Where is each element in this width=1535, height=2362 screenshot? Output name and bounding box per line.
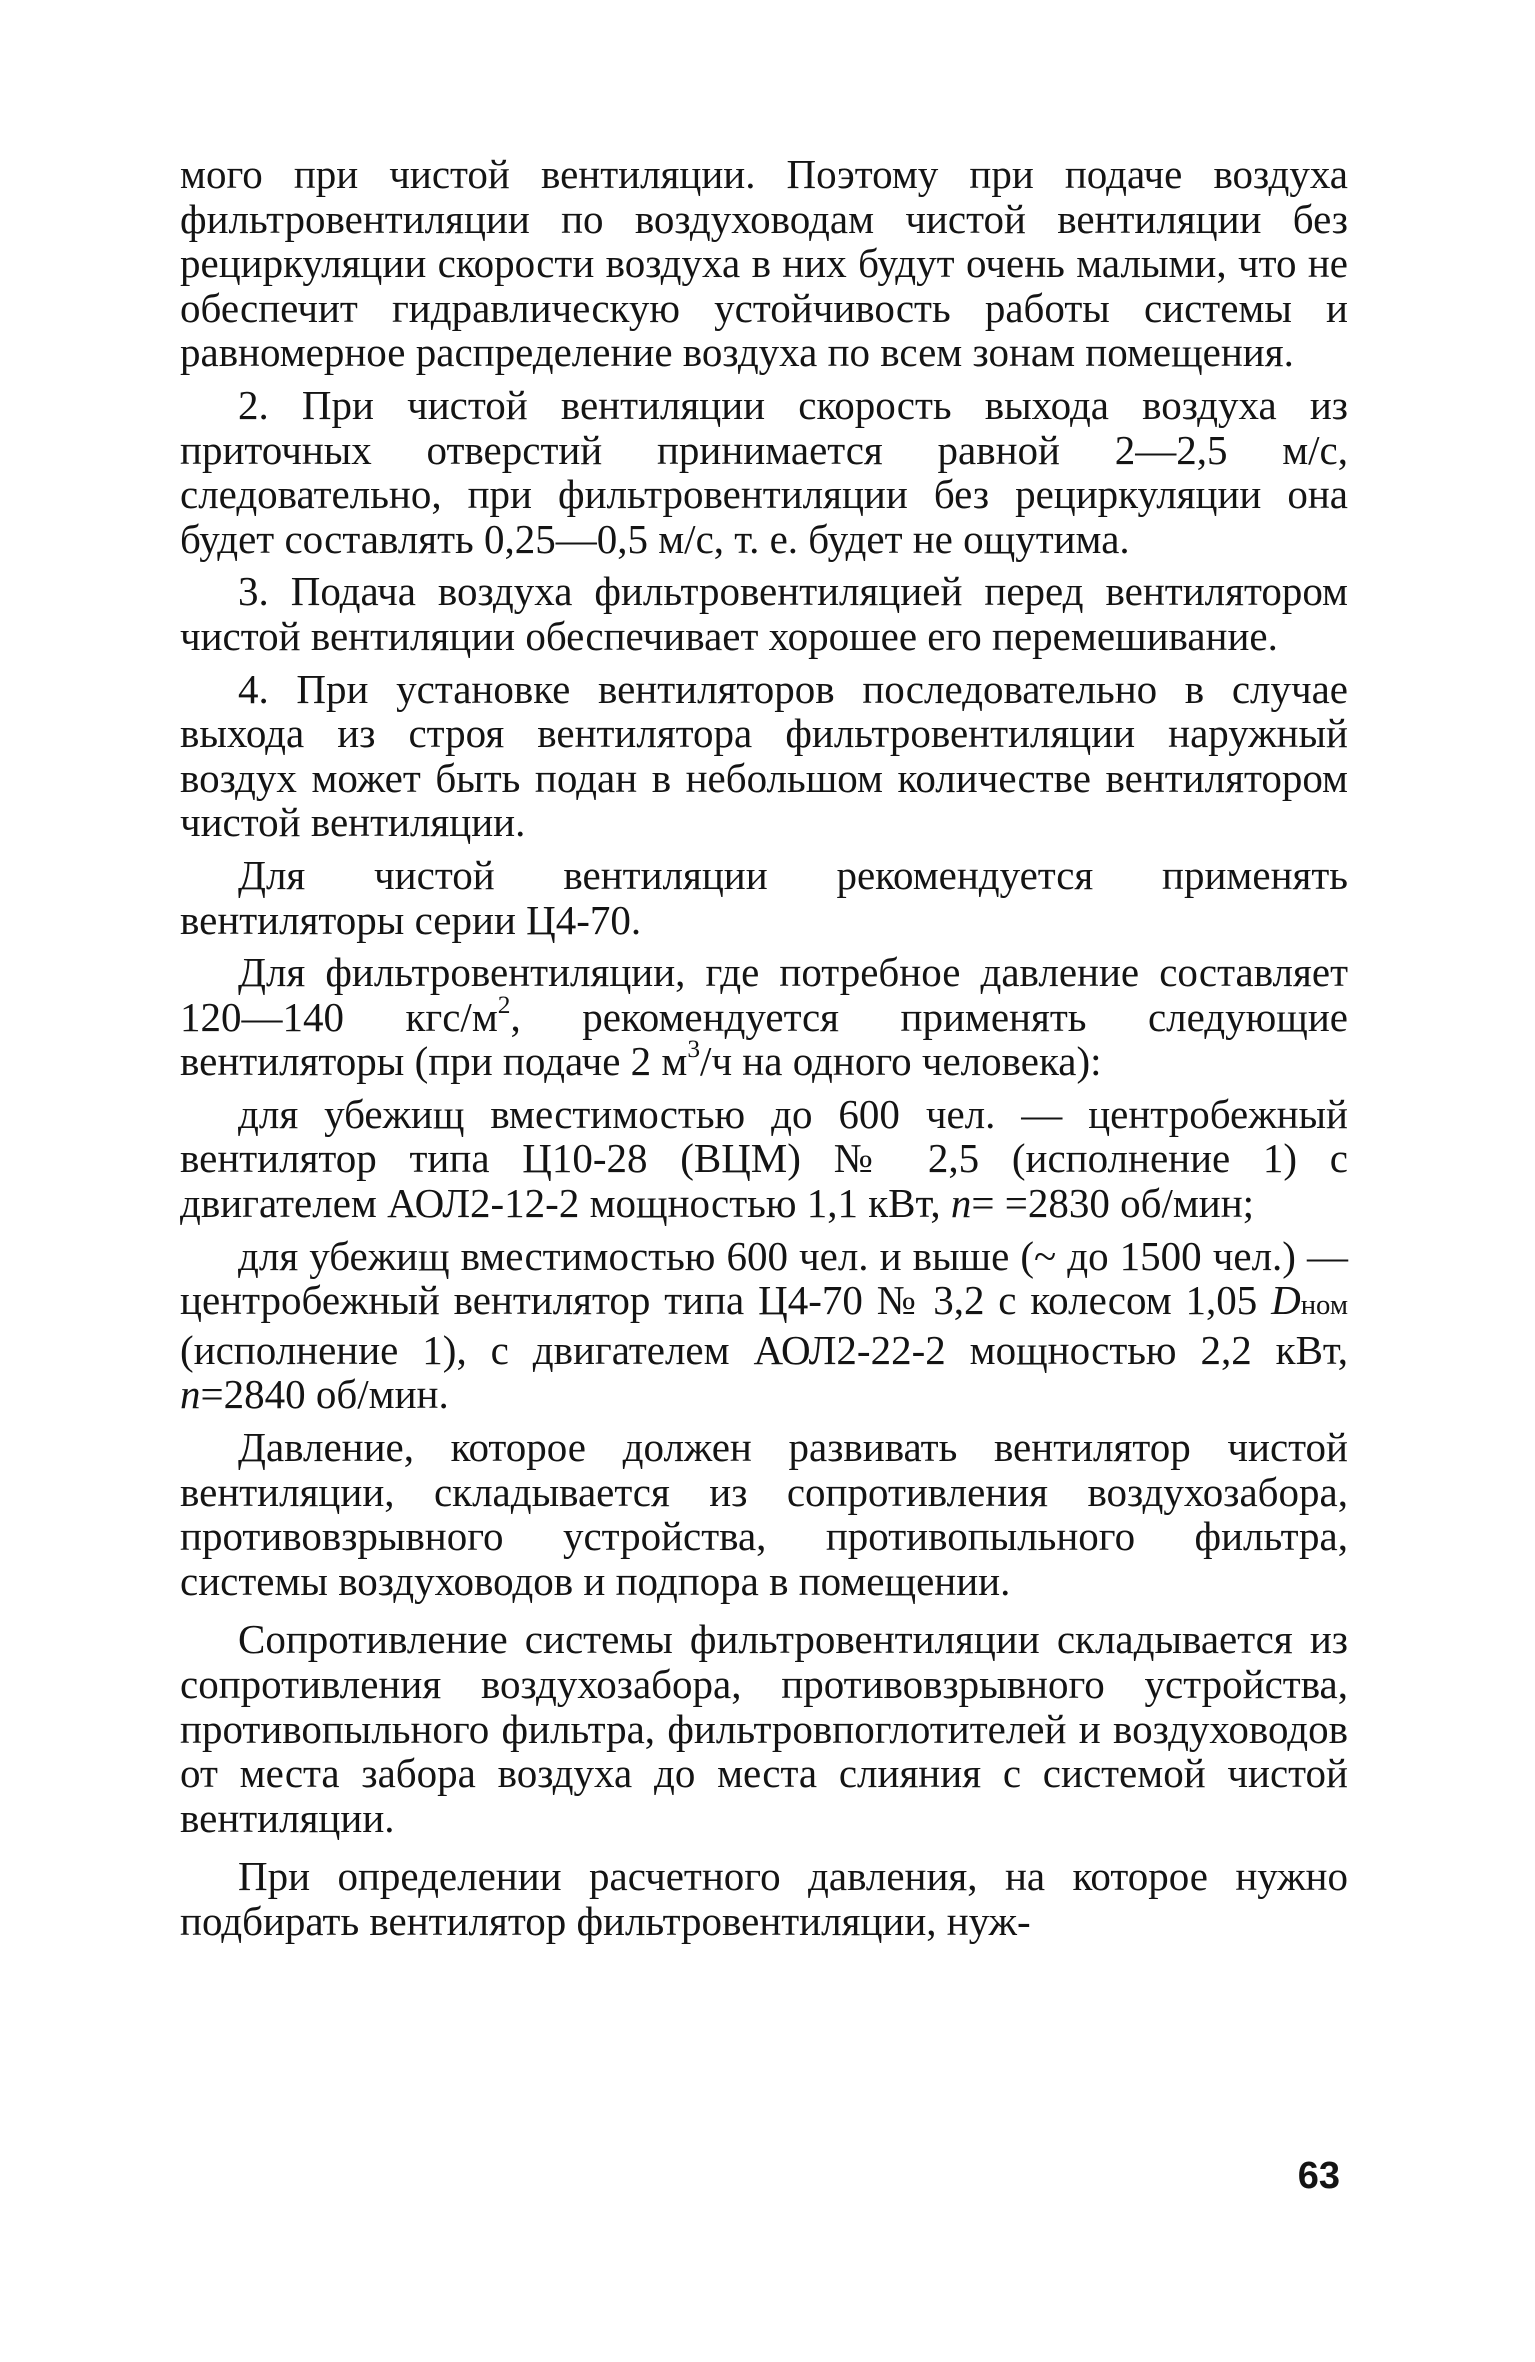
page-number: 63 (1297, 2155, 1340, 2197)
paragraph-continuation: мого при чистой вентиляции. Поэтому при подаче воздуха фильтровентиляции по воздуховодам чистой вентиляции без рециркуляции скорости воздуха в них будут очень малыми, что не обеспечит гидравлическую устойчивость работы системы и равномерное распределение воздуха по всем зонам помещения. (180, 151, 1348, 376)
text-run: (исполнение 1), с двигателем АОЛ2-22-2 мощностью 2,2 кВт, (180, 1326, 1348, 1373)
text-run: = =2830 об/мин; (971, 1180, 1255, 1227)
text-run: Для фильтровентиляции, где потребное давление составляет 120—140 кгс/м (180, 949, 1348, 1040)
paragraph-calculation: При определении расчетного давления, на которое нужно подбирать вентилятор фильтровентиляции, нуж- (180, 1853, 1348, 1944)
paragraph-pressure-clean: Давление, которое должен развивать вентилятор чистой вентиляции, складывается из сопротивления воздухозабора, противовзрывного устройства, противопыльного фильтра, системы воздуховодов и подпора в помещении. (180, 1424, 1348, 1604)
paragraph-item-4: 4. При установке вентиляторов последовательно в случае выхода из строя вентилятора фильтровентиляции наружный воздух может быть подан в небольшом количестве вентилятором чистой вентиляции. (180, 665, 1348, 846)
paragraph-option-large (180, 1234, 1348, 1417)
paragraph-item-3: 3. Подача воздуха фильтровентиляцией перед вентилятором чистой вентиляции обеспечивает хорошее его перемешивание. (180, 568, 1348, 659)
paragraph-recommendation-clean: Для чистой вентиляции рекомендуется применять вентиляторы серии Ц4-70. (180, 851, 1348, 943)
text-run: , рекомендуется применять следующие вентиляторы (при подаче 2 м (180, 993, 1348, 1085)
text-run: =2840 об/мин. (200, 1371, 449, 1418)
italic-symbol: n (950, 1180, 972, 1227)
page-body (180, 152, 1348, 2302)
superscript: 3 (687, 1035, 701, 1064)
subscript: ном (1300, 1289, 1348, 1322)
text-run: для убежищ вместимостью 600 чел. и выше (~ до 1500 чел.) — центробежный вентилятор типа Ц4-70 № 3,2 с колесом 1,05 (180, 1232, 1348, 1324)
paragraph-item-2: 2. При чистой вентиляции скорость выхода воздуха из приточных отверстий принимается равной 2—2,5 м/с, следовательно, при фильтровентиляции без рециркуляции она будет составлять 0,25—0,5 м/с, т. е. будет не ощутима. (180, 381, 1348, 562)
text-run: /ч на одного человека): (700, 1038, 1102, 1085)
paragraph-option-small (180, 1092, 1348, 1226)
italic-symbol: n (180, 1371, 201, 1418)
paragraph-resistance-filter: Сопротивление системы фильтровентиляции складывается из сопротивления воздухозабора, противовзрывного устройства, противопыльного фильтра, фильтровпоглотителей и воздуховодов от места забора воздуха до места слияния с системой чистой вентиляции. (180, 1616, 1348, 1841)
superscript: 2 (497, 990, 511, 1019)
paragraph-recommendation-filter (180, 950, 1348, 1084)
text-run: для убежищ вместимостью до 600 чел. — центробежный вентилятор типа Ц10-28 (ВЦМ) № 2,5 (исполнение 1) с двигателем АОЛ2-12-2 мощностью 1,1 кВт, (180, 1090, 1348, 1227)
text-block (180, 152, 1348, 1944)
italic-symbol: D (1271, 1277, 1301, 1324)
